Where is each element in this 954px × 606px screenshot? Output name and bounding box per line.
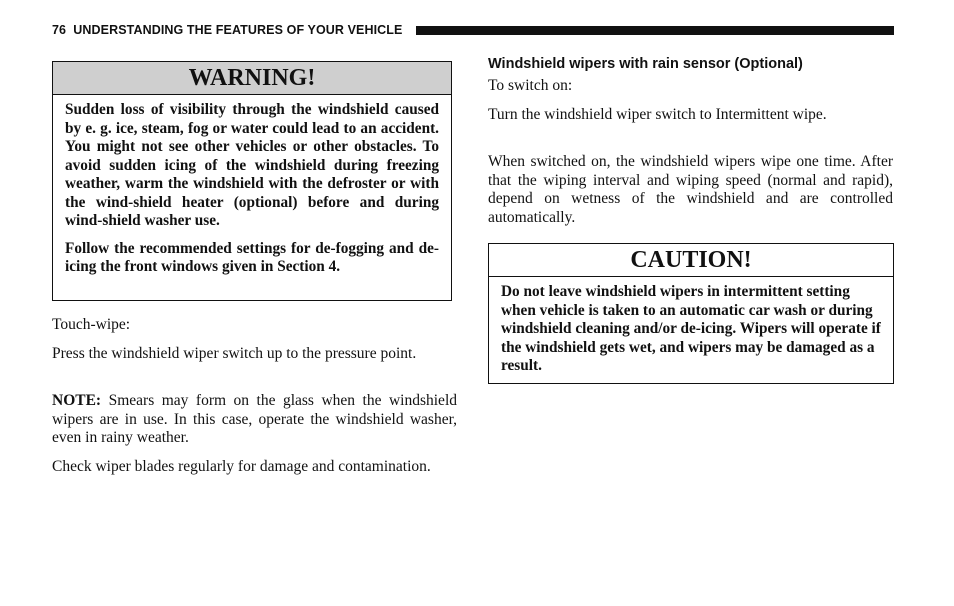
header-rule [416,26,894,35]
warning-paragraph: Sudden loss of visibility through the windshield caused by e. g. ice, steam, fog or water could lead to an accident. You might not see other vehicles or other obstacles. To avoid sudden icing of the windshield during freezing weather, warm the windshield with the defroster or with the wind-shield heater (optional) before and during wind-shield washer use. [65,101,439,229]
caution-box [488,243,894,384]
warning-box [52,61,452,301]
rain-sensor-description: When switched on, the windshield wipers wipe one time. After that the wiping interval and wiping speed (normal and rapid), depend on wetness of the windshield and are controlled automatically. [488,153,893,226]
note-text: Smears may form on the glass when the windshield wipers are in use. In this case, operate the windshield washer, even in rainy weather. [52,392,457,446]
header-text [52,23,402,37]
check-wipers-text: Check wiper blades regularly for damage and contamination. [52,458,431,475]
note-paragraph [52,392,457,448]
page-header [52,21,894,39]
note-label: NOTE: [52,392,102,409]
warning-title: WARNING! [53,62,451,95]
switch-on-text: Turn the windshield wiper switch to Intermittent wipe. [488,106,827,123]
page-number: 76 [52,23,67,37]
caution-body [489,277,893,376]
touch-wipe-label: Touch-wipe: [52,316,131,333]
section-title: UNDERSTANDING THE FEATURES OF YOUR VEHICLE [73,23,403,37]
caution-paragraph: Do not leave windshield wipers in intermittent setting when vehicle is taken to an automatic car wash or during windshield cleaning and/or de-icing. Wipers will operate if the windshield gets wet, and wipers may be damaged as a result. [501,283,881,374]
warning-body [53,95,451,277]
caution-title: CAUTION! [489,244,893,277]
rain-sensor-heading: Windshield wipers with rain sensor (Optional) [488,56,803,72]
warning-paragraph: Follow the recommended settings for de-fogging and de-icing the front windows given in Section 4. [65,239,439,275]
touch-wipe-text: Press the windshield wiper switch up to the pressure point. [52,345,417,362]
switch-on-label: To switch on: [488,77,573,94]
